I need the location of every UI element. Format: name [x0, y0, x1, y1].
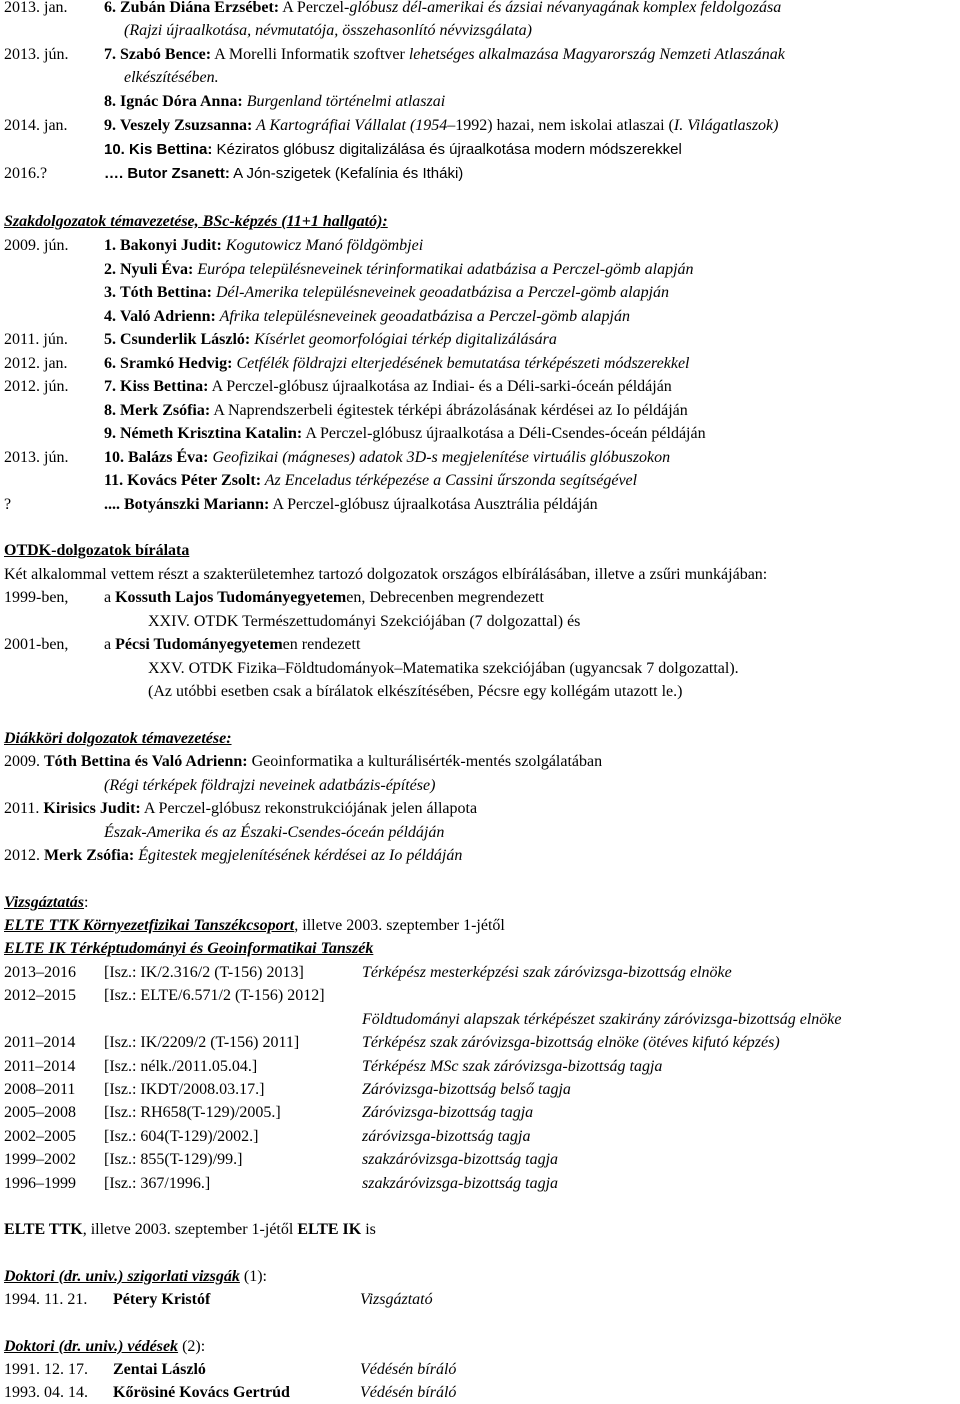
dept-name: ELTE TTK Környezetfizikai Tanszékcsoport	[4, 917, 295, 934]
otdk-university: Pécsi Tudományegyetem	[115, 636, 283, 653]
thesis-title: Afrika településneveinek geoadatbázisa a Perczel-gömb alapján	[215, 308, 630, 325]
exam-ref: [Isz.: nélk./2011.05.04.]	[104, 1058, 258, 1075]
thesis-title: A Perczel-glóbusz újraalkotása Ausztrália példáján	[269, 496, 598, 513]
row-date: 1994. 11. 21.	[4, 1291, 88, 1308]
thesis-row-6	[4, 0, 68, 18]
row-num: 3.	[104, 284, 116, 301]
title-part: 1992) hazai, nem iskolai atlaszai (	[455, 117, 674, 134]
doc-exam-name: Pétery Kristóf	[113, 1291, 211, 1308]
exam-role: záróvizsga-bizottság tagja	[362, 1128, 531, 1145]
row-num: 10.	[104, 449, 124, 466]
otdk-rest: en rendezett	[282, 636, 361, 653]
exam-ref: [Isz.: IKDT/2008.03.17.]	[104, 1081, 265, 1098]
exam-heading-colon: :	[84, 894, 89, 911]
exam-years: 1996–1999	[4, 1175, 76, 1192]
bsc-row-date: 2011. jún.	[4, 331, 68, 348]
student-name: Kis Bettina:	[129, 141, 213, 158]
student-name: Veszely Zsuzsanna:	[120, 117, 253, 134]
row-num: 2.	[104, 261, 116, 278]
title-part: lehetséges alkalmazása Magyarország Nemzeti Atlaszának	[408, 46, 785, 63]
doc-exam-heading	[4, 1267, 267, 1287]
otdk-line2: XXIV. OTDK Természettudományi Szekciójában (7 dolgozattal) és	[148, 613, 581, 630]
otdk-1999-year: 1999-ben,	[4, 589, 69, 606]
doc-def-count: (2):	[178, 1338, 206, 1355]
row-num: 8.	[104, 402, 116, 419]
bsc-row	[104, 307, 630, 327]
student-name: Botyánszki Mariann:	[124, 496, 270, 513]
footer-part: is	[361, 1221, 376, 1238]
exam-role: Záróvizsga-bizottság belső tagja	[362, 1081, 571, 1098]
student-name: Merk Zsófia:	[120, 402, 211, 419]
thesis-title: Dél-Amerika településneveinek geoadatbázisa a Perczel-gömb alapján	[212, 284, 670, 301]
student-name: Szabó Bence:	[120, 46, 212, 63]
doc-def-row-role: Védésén bíráló	[360, 1361, 457, 1378]
dept-rest: , illetve 2003. szeptember 1-jétől	[294, 917, 505, 934]
bsc-row-date: 2012. jún.	[4, 378, 69, 395]
otdk-university: Kossuth Lajos Tudományegyetem	[115, 589, 347, 606]
exam-years: 2008–2011	[4, 1081, 76, 1098]
doc-def-heading-text: Doktori (dr. univ.) védések	[4, 1338, 179, 1355]
otdk-1999-text	[104, 588, 544, 608]
bsc-row	[104, 377, 672, 397]
row-num: 11.	[104, 472, 124, 489]
title-part: Kéziratos glóbusz digitalizálása és újraalkotása modern módszerekkel	[212, 141, 682, 158]
exam-years: 2002–2005	[4, 1128, 76, 1145]
title-part: A Kartográfiai Vállalat (1954–	[252, 117, 456, 134]
student-name: Való Adrienn:	[120, 308, 216, 325]
exam-role: Földtudományi alapszak térképészet szakirány záróvizsga-bizottság elnöke	[362, 1011, 842, 1028]
row-num: 6.	[104, 0, 116, 16]
doc-exam-heading-text: Doktori (dr. univ.) szigorlati vizsgák	[4, 1268, 240, 1285]
row-num: 10.	[104, 141, 125, 158]
tdk-heading: Diákköri dolgozatok témavezetése:	[4, 730, 232, 747]
exam-years: 1999–2002	[4, 1151, 76, 1168]
otdk-rest: en, Debrecenben megrendezett	[346, 589, 544, 606]
student-name: Sramkó Hedvig:	[120, 355, 233, 372]
otdk-line5: (Az utóbbi esetben csak a bírálatok elkészítésében, Pécsre egy kollégám utazott le.)	[148, 683, 683, 700]
student-name: Kiss Bettina:	[120, 378, 209, 395]
thesis-title: A Perczel-glóbusz újraalkotása az Indiai- és a Déli-sarki-óceán példáján	[208, 378, 672, 395]
exam-role: Térképész mesterképzési szak záróvizsga-bizottság elnöke	[362, 964, 732, 981]
thesis-row-9-body	[104, 116, 778, 136]
exam-heading	[4, 893, 88, 913]
bsc-row	[104, 283, 669, 303]
row-num: 5.	[104, 331, 116, 348]
thesis-row-7-body	[104, 45, 785, 65]
exam-role: Térképész MSc szak záróvizsga-bizottság tagja	[362, 1058, 663, 1075]
doc-exam-count: (1):	[239, 1268, 267, 1285]
doc-def-heading	[4, 1337, 205, 1357]
tdk-row-1-cont: (Régi térképek földrajzi neveinek adatbázis-építése)	[104, 777, 436, 794]
exam-role: szakzáróvizsga-bizottság tagja	[362, 1175, 559, 1192]
otdk-heading	[4, 541, 189, 561]
title-part: I. Világatlaszok)	[673, 117, 779, 134]
exam-ref: [Isz.: 604(T-129)/2002.]	[104, 1128, 259, 1145]
row-date: 2013. jún.	[4, 46, 69, 63]
student-name: Merk Zsófia:	[44, 847, 135, 864]
thesis-title: Kísérlet geomorfológiai térkép digitalizálására	[250, 331, 557, 348]
student-name: Tóth Bettina és Való Adrienn:	[44, 753, 248, 770]
bsc-row	[104, 495, 598, 515]
exam-footer	[4, 1220, 376, 1240]
thesis-row-7-date	[4, 45, 68, 65]
exam-dept-1	[4, 916, 505, 936]
exam-dept-2: ELTE IK Térképtudományi és Geoinformatikai Tanszék	[4, 940, 374, 957]
row-num: ....	[104, 496, 120, 513]
exam-years: 2005–2008	[4, 1104, 76, 1121]
row-num: 7.	[104, 378, 116, 395]
otdk-heading-text: OTDK-dolgozatok bírálata	[4, 542, 190, 559]
row-num: 9.	[104, 117, 116, 134]
exam-years: 2011–2014	[4, 1034, 76, 1051]
bsc-row	[104, 424, 706, 444]
row-date: 2009.	[4, 753, 40, 770]
doc-exam-role: Vizsgáztató	[360, 1291, 433, 1308]
thesis-row-11-date: 2016.?	[4, 165, 48, 182]
exam-ref: [Isz.: RH658(T-129)/2005.]	[104, 1104, 281, 1121]
thesis-title: A Naprendszerbeli égitestek térképi ábrázolásának kérdései az Io példáján	[210, 402, 688, 419]
thesis-title: Geofizikai (mágneses) adatok 3D-s megjelenítése virtuális glóbuszokon	[208, 449, 671, 466]
thesis-row-6-cont: (Rajzi újraalkotása, névmutatója, összehasonlító névvizsgálata)	[124, 22, 532, 39]
student-name: Zubán Diána Erzsébet:	[120, 0, 280, 16]
row-date: 2012.	[4, 847, 40, 864]
student-name: Ignác Dóra Anna:	[120, 93, 243, 110]
footer-part: , illetve 2003. szeptember 1-jétől	[82, 1221, 298, 1238]
title-part: A Jón-szigetek (Kefalínia és Itháki)	[229, 165, 464, 182]
exam-years: 2012–2015	[4, 987, 76, 1004]
doc-exam-row	[4, 1290, 87, 1310]
title-part: Égitestek megjelenítésének kérdései az Io példáján	[134, 847, 463, 864]
exam-role: Záróvizsga-bizottság tagja	[362, 1104, 534, 1121]
tdk-row-3	[4, 846, 462, 866]
thesis-row-8	[104, 92, 445, 112]
bsc-row-date: 2013. jún.	[4, 449, 69, 466]
bsc-heading: Szakdolgozatok témavezetése, BSc-képzés (11+1 hallgató):	[4, 213, 388, 230]
footer-part: ELTE TTK	[4, 1221, 83, 1238]
row-num: 7.	[104, 46, 116, 63]
otdk-2001-text	[104, 635, 360, 655]
student-name: Bakonyi Judit:	[120, 237, 222, 254]
footer-part: ELTE IK	[297, 1221, 362, 1238]
bsc-row	[104, 401, 688, 421]
row-num: 8.	[104, 93, 116, 110]
student-name: Nyuli Éva:	[120, 261, 194, 278]
exam-heading-text: Vizsgáztatás	[4, 894, 85, 911]
doc-def-row-date: 1991. 12. 17.	[4, 1361, 88, 1378]
thesis-row-10	[104, 140, 682, 160]
title-part: Geoinformatika a kulturálisérték-mentés szolgálatában	[247, 753, 603, 770]
exam-ref: [Isz.: 855(T-129)/99.]	[104, 1151, 243, 1168]
student-name: Kirisics Judit:	[43, 800, 141, 817]
student-name: Németh Krisztina Katalin:	[120, 425, 303, 442]
doc-def-row-name: Kőrösiné Kovács Gertrúd	[113, 1384, 290, 1401]
row-num: 9.	[104, 425, 116, 442]
bsc-row	[104, 236, 423, 256]
thesis-row-6-body	[104, 0, 781, 18]
otdk-article: a	[104, 636, 116, 653]
thesis-title: Kogutowicz Manó földgömbjei	[221, 237, 424, 254]
exam-ref: [Isz.: IK/2.316/2 (T-156) 2013]	[104, 964, 304, 981]
row-date: 2013. jan.	[4, 0, 68, 16]
row-num: 1.	[104, 237, 116, 254]
bsc-row-date: ?	[4, 496, 12, 513]
bsc-row-date: 2012. jan.	[4, 355, 68, 372]
exam-ref: [Isz.: ELTE/6.571/2 (T-156) 2012]	[104, 987, 325, 1004]
title-part: A Morelli Informatik szoftver	[211, 46, 409, 63]
otdk-2001-year: 2001-ben,	[4, 636, 69, 653]
student-name: Tóth Bettina:	[120, 284, 212, 301]
thesis-title: Európa településneveinek térinformatikai adatbázisa a Perczel-gömb alapján	[193, 261, 694, 278]
exam-ref: [Isz.: IK/2209/2 (T-156) 2011]	[104, 1034, 300, 1051]
doc-def-row-name: Zentai László	[113, 1361, 206, 1378]
row-num: ….	[104, 165, 124, 182]
bsc-row	[104, 330, 557, 350]
otdk-article: a	[104, 589, 116, 606]
thesis-title: Az Enceladus térképezése a Cassini űrszonda segítségével	[261, 472, 638, 489]
student-name: Csunderlik László:	[120, 331, 251, 348]
doc-def-row-date: 1993. 04. 14.	[4, 1384, 88, 1401]
bsc-row	[104, 471, 637, 491]
bsc-row-date: 2009. jún.	[4, 237, 69, 254]
tdk-row-2	[4, 799, 477, 819]
row-num: 6.	[104, 355, 116, 372]
exam-role: szakzáróvizsga-bizottság tagja	[362, 1151, 559, 1168]
title-part: A Perczel-glóbusz rekonstrukciójának jelen állapota	[140, 800, 478, 817]
exam-role: Térképész szak záróvizsga-bizottság elnöke (ötéves kifutó képzés)	[362, 1034, 780, 1051]
student-name: Butor Zsanett:	[123, 165, 230, 182]
tdk-row-1	[4, 752, 602, 772]
otdk-intro: Két alkalommal vettem részt a szakterületemhez tartozó dolgozatok országos elbírálásában, illetve a zsűri munkájában:	[4, 566, 768, 583]
thesis-row-11-body	[104, 164, 463, 184]
title-part: A Perczel-	[279, 0, 350, 16]
otdk-line4: XXV. OTDK Fizika–Földtudományok–Matematika szekciójában (ugyancsak 7 dolgozattal).	[148, 660, 739, 677]
thesis-title: Cetfélék földrajzi elterjedésének bemutatása térképészeti módszerekkel	[232, 355, 690, 372]
bsc-row	[104, 354, 690, 374]
bsc-row	[104, 260, 694, 280]
tdk-row-2-cont: Észak-Amerika és az Északi-Csendes-óceán példáján	[104, 824, 445, 841]
exam-years: 2013–2016	[4, 964, 76, 981]
student-name: Balázs Éva:	[128, 449, 209, 466]
thesis-title: A Perczel-glóbusz újraalkotása a Déli-Csendes-óceán példáján	[302, 425, 706, 442]
row-date: 2011.	[4, 800, 40, 817]
doc-def-row-role: Védésén bíráló	[360, 1384, 457, 1401]
exam-years: 2011–2014	[4, 1058, 76, 1075]
title-part: glóbusz dél-amerikai és ázsiai névanyagának komplex feldolgozása	[349, 0, 782, 16]
bsc-row	[104, 448, 670, 468]
student-name: Kovács Péter Zsolt:	[127, 472, 262, 489]
title-part: Burgenland történelmi atlaszai	[242, 93, 446, 110]
exam-ref: [Isz.: 367/1996.]	[104, 1175, 211, 1192]
thesis-row-7-cont: elkészítésében.	[124, 69, 219, 86]
thesis-row-9-date: 2014. jan.	[4, 117, 68, 134]
row-num: 4.	[104, 308, 116, 325]
